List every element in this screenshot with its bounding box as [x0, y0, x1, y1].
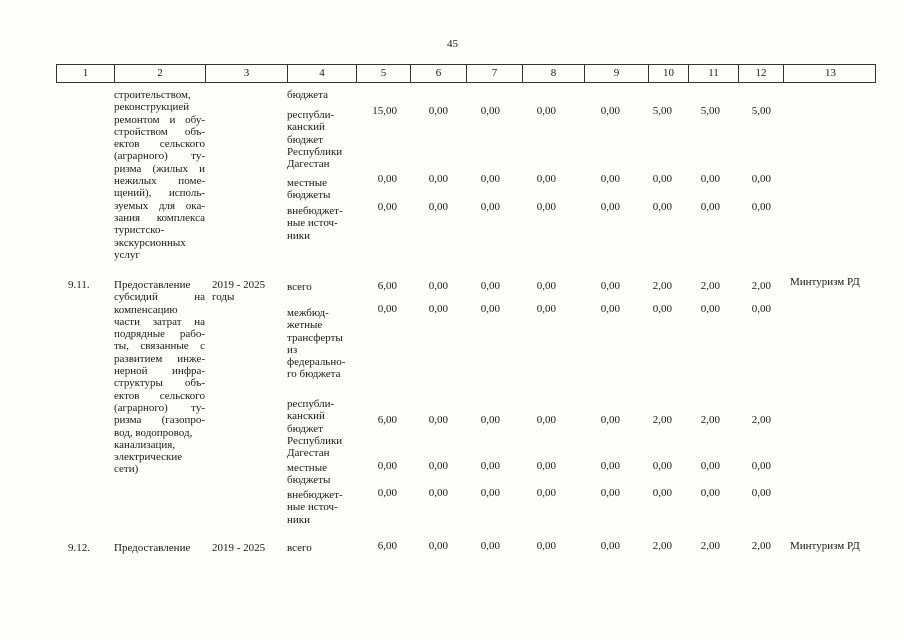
funding-source: [287, 307, 353, 381]
value-cell: 0,00: [377, 201, 397, 213]
row-description: [114, 89, 205, 261]
value-cell: 0,00: [536, 460, 556, 472]
row-description: Предоставление: [114, 542, 191, 554]
description-line: сети): [114, 463, 139, 476]
description-line: экскурсионных: [114, 236, 186, 249]
header-cell: 4: [288, 65, 357, 82]
header-cell: 9: [585, 65, 649, 82]
description-line: вод, водопровод,: [114, 426, 193, 439]
funding-source-line: ные источ-: [287, 217, 338, 230]
value-cell: 0,00: [600, 173, 620, 185]
value-cell: 0,00: [428, 201, 448, 213]
value-cell: 0,00: [536, 303, 556, 315]
value-cell: 0,00: [480, 173, 500, 185]
value-cell: 0,00: [751, 460, 771, 472]
value-cell: 0,00: [536, 201, 556, 213]
value-cell: 15,00: [372, 105, 397, 117]
value-cell: 0,00: [536, 105, 556, 117]
value-cell: 0,00: [652, 173, 672, 185]
value-cell: 2,00: [700, 540, 720, 552]
funding-source-line: федерально-: [287, 356, 346, 369]
funding-source-line: канский: [287, 121, 325, 134]
description-line: стройством объ-: [114, 125, 205, 138]
value-cell: 0,00: [751, 487, 771, 499]
funding-source-line: канский: [287, 410, 325, 423]
description-line: ты, связанные с: [114, 340, 205, 353]
header-cell: 10: [649, 65, 689, 82]
value-cell: 0,00: [480, 460, 500, 472]
value-cell: 5,00: [751, 105, 771, 117]
value-cell: 0,00: [652, 460, 672, 472]
funding-source-line: Республики: [287, 434, 343, 447]
value-cell: 2,00: [751, 414, 771, 426]
value-cell: 6,00: [377, 540, 397, 552]
description-line: Предоставление: [114, 279, 191, 291]
value-cell: 2,00: [751, 540, 771, 552]
funding-source-line: Дагестан: [287, 158, 330, 171]
value-cell: 0,00: [751, 303, 771, 315]
years-line: 2019 - 2025: [212, 542, 266, 554]
years-line: годы: [212, 291, 235, 304]
value-cell: 0,00: [652, 201, 672, 213]
funding-source-line: из: [287, 343, 298, 356]
value-cell: 0,00: [480, 303, 500, 315]
header-cell: 7: [467, 65, 523, 82]
value-cell: 5,00: [700, 105, 720, 117]
description-line: канализация,: [114, 438, 176, 451]
header-cell: 1: [57, 65, 115, 82]
description-line: туристско-: [114, 224, 165, 237]
funding-source-line: республи-: [287, 398, 335, 410]
value-cell: 0,00: [600, 487, 620, 499]
value-cell: 0,00: [428, 414, 448, 426]
funding-source-line: местные: [287, 462, 327, 474]
value-cell: 0,00: [700, 303, 720, 315]
funding-source: [287, 109, 353, 170]
value-cell: 0,00: [480, 280, 500, 292]
value-cell: 0,00: [600, 303, 620, 315]
value-cell: 2,00: [700, 414, 720, 426]
years-line: 2019 - 2025: [212, 279, 266, 291]
value-cell: 0,00: [377, 487, 397, 499]
description-line: ектов сельского: [114, 389, 205, 402]
funding-source-line: бюджет: [287, 133, 323, 146]
description-line: ризма (газопро-: [114, 414, 205, 427]
funding-source-line: бюджет: [287, 422, 323, 435]
funding-source-line: бюджеты: [287, 474, 331, 487]
value-cell: 0,00: [480, 201, 500, 213]
funding-source-line: Республики: [287, 145, 343, 158]
description-line: электрические: [114, 451, 183, 464]
description-line: развитием инже-: [114, 352, 205, 365]
description-line: нежилых поме-: [114, 175, 205, 188]
executor: Минтуризм РД: [790, 276, 860, 288]
description-line: нерной инфра-: [114, 365, 205, 378]
value-cell: 0,00: [600, 105, 620, 117]
table-header-row: [56, 64, 876, 83]
value-cell: 0,00: [700, 201, 720, 213]
description-line: строительством,: [114, 89, 191, 101]
value-cell: 0,00: [536, 487, 556, 499]
value-cell: 0,00: [600, 540, 620, 552]
value-cell: 0,00: [751, 201, 771, 213]
funding-source: [287, 462, 353, 487]
value-cell: 0,00: [751, 173, 771, 185]
value-cell: 5,00: [652, 105, 672, 117]
value-cell: 0,00: [700, 460, 720, 472]
value-cell: 0,00: [428, 487, 448, 499]
value-cell: 0,00: [428, 540, 448, 552]
funding-source: [287, 281, 353, 293]
description-line: реконструкцией: [114, 101, 190, 114]
funding-source-line: межбюд-: [287, 307, 329, 319]
funding-source: [287, 398, 353, 459]
funding-source-line: бюджета: [287, 89, 329, 101]
value-cell: 0,00: [480, 540, 500, 552]
value-cell: 0,00: [428, 303, 448, 315]
value-cell: 0,00: [536, 414, 556, 426]
value-cell: 0,00: [652, 303, 672, 315]
description-line: ектов сельского: [114, 138, 205, 151]
header-cell: 12: [739, 65, 784, 82]
funding-source-line: внебюджет-: [287, 205, 343, 217]
funding-source-line: всего: [287, 542, 312, 554]
value-cell: 2,00: [652, 280, 672, 292]
value-cell: 6,00: [377, 414, 397, 426]
description-line: услуг: [114, 248, 140, 261]
description-line: ремонтом и обу-: [114, 113, 205, 126]
value-cell: 0,00: [480, 487, 500, 499]
funding-source-line: го бюджета: [287, 368, 341, 381]
value-cell: 0,00: [600, 280, 620, 292]
description-line: (аграрного) ту-: [114, 401, 205, 414]
header-cell: 5: [357, 65, 411, 82]
value-cell: 0,00: [377, 303, 397, 315]
description-line: зуемых для ока-: [114, 199, 205, 212]
funding-source-line: жетные: [287, 319, 323, 332]
description-line: компенсацию: [114, 303, 178, 316]
page-number: 45: [447, 38, 458, 50]
description-line: зания комплекса: [114, 211, 205, 224]
funding-source: [287, 177, 353, 202]
funding-source: [287, 205, 353, 242]
funding-source-line: ники: [287, 513, 311, 526]
value-cell: 0,00: [652, 487, 672, 499]
funding-source-line: трансферты: [287, 331, 343, 344]
value-cell: 2,00: [751, 280, 771, 292]
description-line: (аграрного) ту-: [114, 150, 205, 163]
value-cell: 0,00: [377, 460, 397, 472]
funding-source: [287, 489, 353, 526]
description-line: подрядные рабо-: [114, 328, 205, 341]
funding-source-line: бюджеты: [287, 189, 331, 202]
header-cell: 8: [523, 65, 585, 82]
value-cell: 0,00: [428, 105, 448, 117]
value-cell: 0,00: [600, 460, 620, 472]
value-cell: 0,00: [700, 487, 720, 499]
header-cell: 3: [206, 65, 288, 82]
header-cell: 11: [689, 65, 739, 82]
value-cell: 2,00: [700, 280, 720, 292]
value-cell: 0,00: [536, 280, 556, 292]
value-cell: 0,00: [428, 460, 448, 472]
value-cell: 6,00: [377, 280, 397, 292]
value-cell: 0,00: [480, 105, 500, 117]
funding-source-line: ные источ-: [287, 501, 338, 514]
row-number: 9.11.: [68, 279, 90, 291]
funding-source-line: местные: [287, 177, 327, 189]
value-cell: 2,00: [652, 414, 672, 426]
row-description: [114, 279, 205, 476]
header-cell: 6: [411, 65, 467, 82]
description-line: щений), исполь-: [114, 187, 205, 200]
description-line: ризма (жилых и: [114, 162, 205, 175]
description-line: субсидий на: [114, 291, 205, 304]
funding-source-line: всего: [287, 281, 312, 293]
description-line: структуры объ-: [114, 377, 205, 390]
value-cell: 0,00: [600, 201, 620, 213]
header-cell: 13: [825, 67, 836, 79]
funding-source-line: ники: [287, 229, 311, 242]
value-cell: 0,00: [428, 173, 448, 185]
value-cell: 0,00: [480, 414, 500, 426]
value-cell: 0,00: [377, 173, 397, 185]
value-cell: 0,00: [600, 414, 620, 426]
value-cell: 0,00: [536, 173, 556, 185]
value-cell: 2,00: [652, 540, 672, 552]
funding-source-line: республи-: [287, 109, 335, 121]
funding-source-line: внебюджет-: [287, 489, 343, 501]
value-cell: 0,00: [700, 173, 720, 185]
row-number: 9.12.: [68, 542, 90, 554]
funding-source-line: Дагестан: [287, 447, 330, 460]
value-cell: 0,00: [428, 280, 448, 292]
value-cell: 0,00: [536, 540, 556, 552]
description-line: части затрат на: [114, 315, 205, 328]
header-cell: 2: [115, 65, 206, 82]
executor: Минтуризм РД: [790, 540, 860, 552]
